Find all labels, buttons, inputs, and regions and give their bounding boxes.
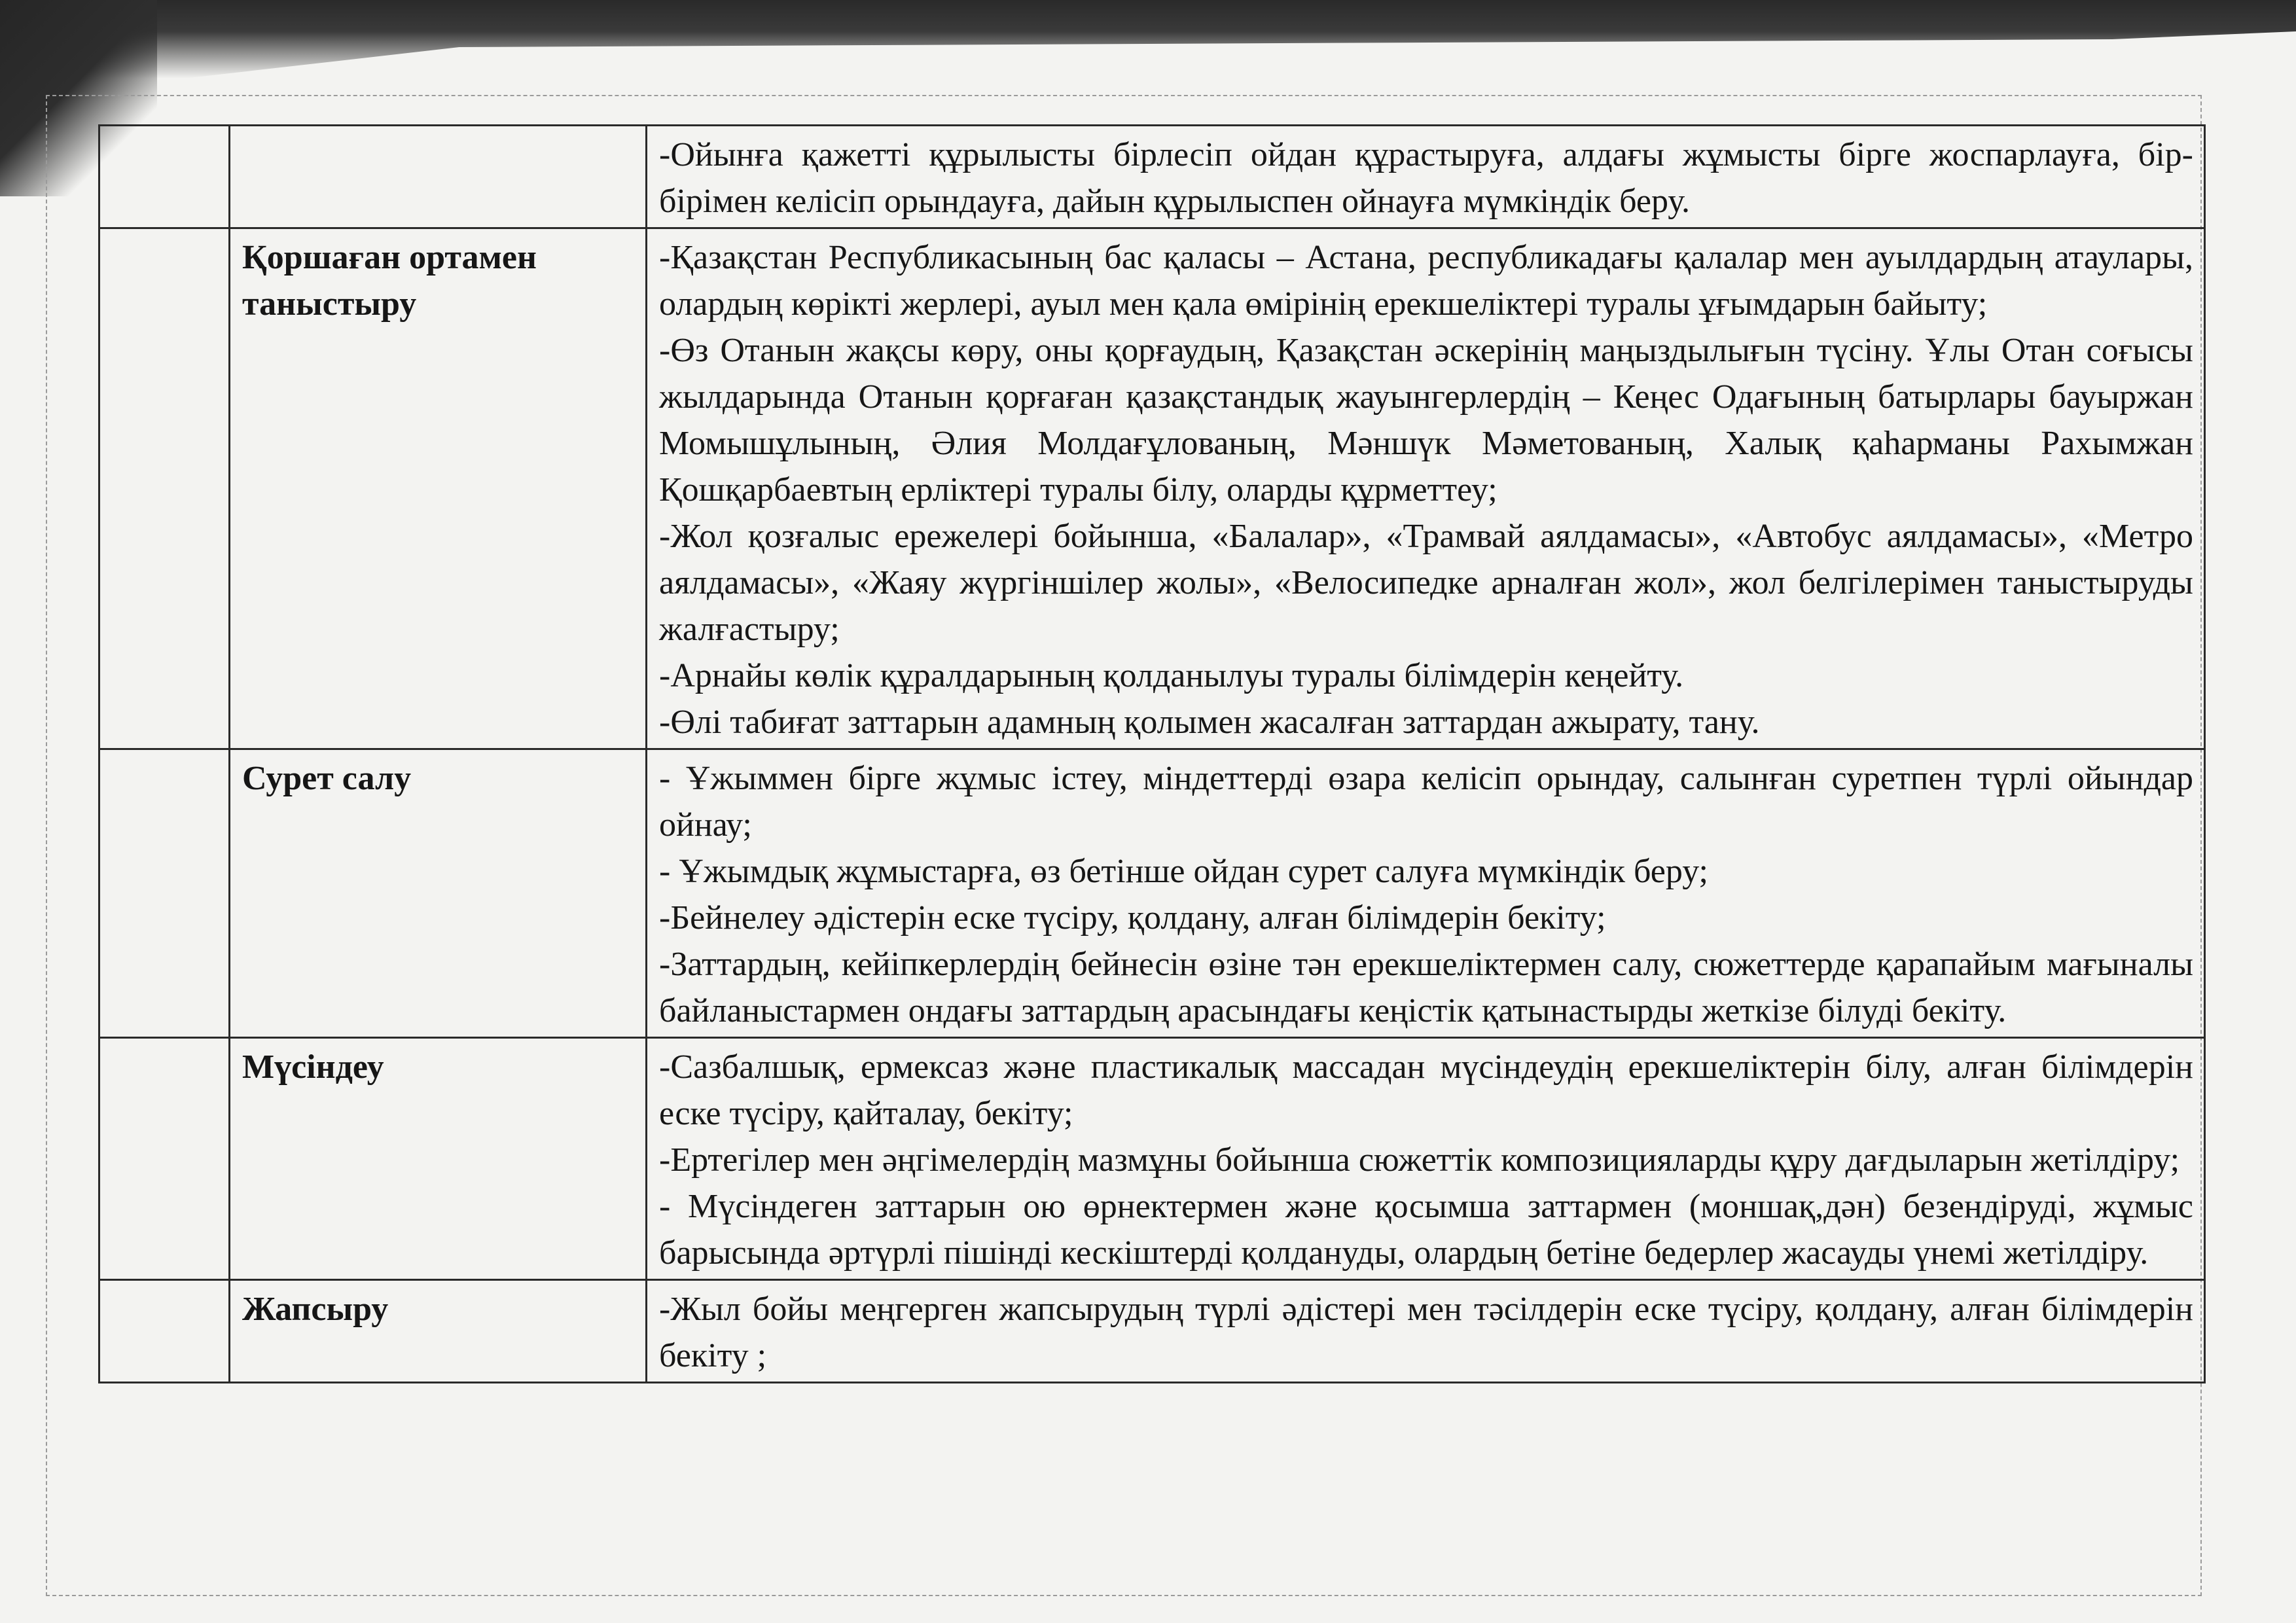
- blank-cell: [99, 1038, 230, 1280]
- content-item: -Өз Отанын жақсы көру, оны қорғаудың, Қазақстан әскерінің маңыздылығын түсіну. Ұлы Отан соғысы жылдарында Отанын қорғаған қазақстандық жауынгерлердің – Кеңес Одағының батырлары бауыржан Момышұлының, Әлия Молдағұлованың, Мәншүк Мәметованың, Халық қаһарманы Рахымжан Қошқарбаевтың ерліктері туралы білу, оларды құрметтеу;: [659, 332, 2193, 508]
- table-row: [99, 228, 2205, 749]
- subject-cell: Мүсіндеу: [230, 1038, 647, 1280]
- content-item: - Ұжымдық жұмыстарға, өз бетінше ойдан сурет салуға мүмкіндік беру;: [659, 853, 1708, 890]
- subject-cell: [230, 126, 647, 228]
- content-cell: [647, 228, 2205, 749]
- content-item: -Жол қозғалыс ережелері бойынша, «Балалар», «Трамвай аялдамасы», «Автобус аялдамасы», «Метро аялдамасы», «Жаяу жүргіншілер жолы», «Велосипедке арналған жол», жол белгілерімен таныстыруды жалғастыру;: [659, 518, 2193, 648]
- content-cell: [647, 126, 2205, 228]
- content-item: -Ойынға қажетті құрылысты бірлесіп ойдан құрастыруға, алдағы жұмысты бірге жоспарлауға, бір-бірімен келісіп орындауға, дайын құрылыспен ойнауға мүмкіндік беру.: [659, 136, 2193, 220]
- content-item: -Заттардың, кейіпкерлердің бейнесін өзіне тән ерекшеліктермен салу, сюжеттерде қарапайым мағыналы байланыстармен ондағы заттардың арасындағы кеңістік қатынастырды жеткізе білуді бекіту.: [659, 946, 2193, 1029]
- content-cell: [647, 1038, 2205, 1280]
- curriculum-table: [98, 124, 2206, 1383]
- table-row: [99, 1038, 2205, 1280]
- scan-shadow: [0, 0, 2296, 79]
- table-row: [99, 1280, 2205, 1383]
- blank-cell: [99, 749, 230, 1038]
- subject-cell: Жапсыру: [230, 1280, 647, 1383]
- content-item: -Сазбалшық, ермексаз және пластикалық массадан мүсіндеудің ерекшеліктерін білу, алған білімдерін еске түсіру, қайталау, бекіту;: [659, 1048, 2193, 1132]
- content-cell: [647, 749, 2205, 1038]
- content-cell: [647, 1280, 2205, 1383]
- content-item: -Бейнелеу әдістерін еске түсіру, қолдану, алған білімдерін бекіту;: [659, 899, 1606, 936]
- subject-cell: Қоршаған ортамен таныстыру: [230, 228, 647, 749]
- content-item: -Арнайы көлік құралдарының қолданылуы туралы білімдерін кеңейту.: [659, 657, 1684, 694]
- blank-cell: [99, 126, 230, 228]
- content-item: - Ұжыммен бірге жұмыс істеу, міндеттерді өзара келісіп орындау, салынған суретпен түрлі ойындар ойнау;: [659, 760, 2193, 844]
- subject-cell: Сурет салу: [230, 749, 647, 1038]
- table-row: [99, 749, 2205, 1038]
- content-item: -Қазақстан Республикасының бас қаласы – Астана, республикадағы қалалар мен ауылдардың атаулары, олардың көрікті жерлері, ауыл мен қала өмірінің ерекшеліктері туралы ұғымдарын байыту;: [659, 239, 2193, 323]
- blank-cell: [99, 1280, 230, 1383]
- content-item: - Мүсіндеген заттарын ою өрнектермен және қосымша заттармен (моншақ,дән) безендіруді, жұмыс барысында әртүрлі пішінді кескіштерді қолдануды, олардың бетіне бедерлер жасауды үнемі жетілдіру.: [659, 1188, 2193, 1272]
- blank-cell: [99, 228, 230, 749]
- content-item: -Ертегілер мен әңгімелердің мазмұны бойынша сюжеттік композицияларды құру дағдыларын жетілдіру;: [659, 1141, 2180, 1179]
- content-item: -Жыл бойы меңгерген жапсырудың түрлі әдістері мен тәсілдерін еске түсіру, қолдану, алған білімдерін бекіту ;: [659, 1291, 2193, 1374]
- content-item: -Өлі табиғат заттарын адамның қолымен жасалған заттардан ажырату, тану.: [659, 704, 1760, 741]
- table-row: [99, 126, 2205, 228]
